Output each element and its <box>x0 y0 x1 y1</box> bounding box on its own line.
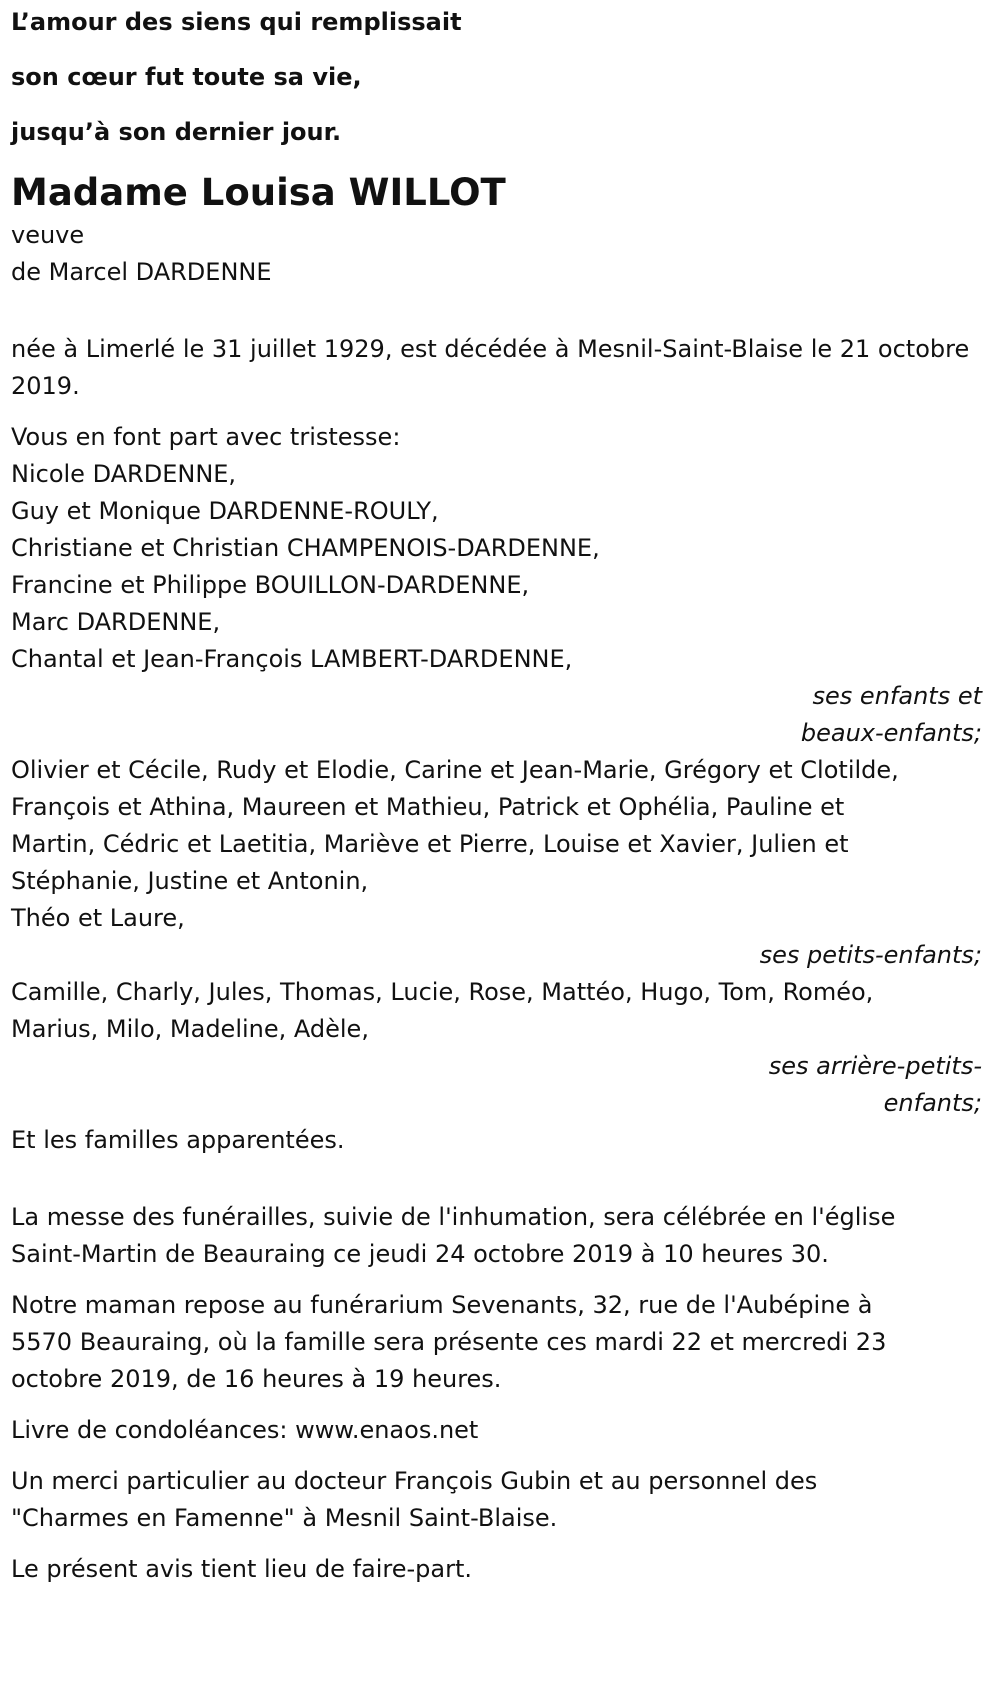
thanks-line: Un merci particulier au docteur François Gubin et au personnel des <box>11 1467 818 1495</box>
child-line: Nicole DARDENNE, <box>11 460 237 488</box>
grandchildren-label: ses petits-enfants; <box>759 941 982 969</box>
quote-line: jusqu’à son dernier jour. <box>11 118 342 146</box>
repose-line: Notre maman repose au funérarium Sevenants, 32, rue de l'Aubépine à <box>11 1291 873 1319</box>
families-text: Et les familles apparentées. <box>11 1126 345 1154</box>
condolences-text: Livre de condoléances: www.enaos.net <box>11 1416 479 1444</box>
quote-block <box>11 8 982 146</box>
child-line: Guy et Monique DARDENNE-ROULY, <box>11 497 439 525</box>
grandchildren-line: Olivier et Cécile, Rudy et Elodie, Carine et Jean-Marie, Grégory et Clotilde, <box>11 756 899 784</box>
family-block <box>11 419 982 1159</box>
funeral-line: Saint-Martin de Beauraing ce jeudi 24 octobre 2019 à 10 heures 30. <box>11 1240 829 1268</box>
thanks-line: "Charmes en Famenne" à Mesnil Saint-Blaise. <box>11 1504 558 1532</box>
children-label: beaux-enfants; <box>800 719 982 747</box>
grandchildren-line: Martin, Cédric et Laetitia, Mariève et Pierre, Louise et Xavier, Julien et <box>11 830 849 858</box>
child-line: Christiane et Christian CHAMPENOIS-DARDENNE, <box>11 534 600 562</box>
children-label: ses enfants et <box>812 682 982 710</box>
funeral-line: La messe des funérailles, suivie de l'inhumation, sera célébrée en l'église <box>11 1203 896 1231</box>
child-line: Francine et Philippe BOUILLON-DARDENNE, <box>11 571 530 599</box>
repose-line: octobre 2019, de 16 heures à 19 heures. <box>11 1365 502 1393</box>
grandchildren-line: Théo et Laure, <box>11 904 185 932</box>
widow-block <box>11 217 982 291</box>
funeral-block <box>11 1199 982 1273</box>
announce-intro: Vous en font part avec tristesse: <box>11 423 401 451</box>
closing-text: Le présent avis tient lieu de faire-part. <box>11 1555 473 1583</box>
widow-line: veuve <box>11 221 85 249</box>
great-grandchildren-line: Marius, Milo, Madeline, Adèle, <box>11 1015 369 1043</box>
great-grandchildren-label: enfants; <box>883 1089 982 1117</box>
birth-death-text: née à Limerlé le 31 juillet 1929, est décédée à Mesnil-Saint-Blaise le 21 octobre 2019. <box>11 335 970 400</box>
thanks-block <box>11 1463 982 1537</box>
repose-block <box>11 1287 982 1398</box>
great-grandchildren-line: Camille, Charly, Jules, Thomas, Lucie, Rose, Mattéo, Hugo, Tom, Roméo, <box>11 978 874 1006</box>
widow-line: de Marcel DARDENNE <box>11 258 272 286</box>
grandchildren-line: Stéphanie, Justine et Antonin, <box>11 867 369 895</box>
quote-line: L’amour des siens qui remplissait <box>11 8 462 36</box>
quote-line: son cœur fut toute sa vie, <box>11 63 362 91</box>
grandchildren-line: François et Athina, Maureen et Mathieu, Patrick et Ophélia, Pauline et <box>11 793 845 821</box>
child-line: Marc DARDENNE, <box>11 608 221 636</box>
great-grandchildren-label: ses arrière-petits- <box>768 1052 982 1080</box>
deceased-name: Madame Louisa WILLOT <box>11 171 506 214</box>
repose-line: 5570 Beauraing, où la famille sera présente ces mardi 22 et mercredi 23 <box>11 1328 887 1356</box>
child-line: Chantal et Jean-François LAMBERT-DARDENNE, <box>11 645 573 673</box>
